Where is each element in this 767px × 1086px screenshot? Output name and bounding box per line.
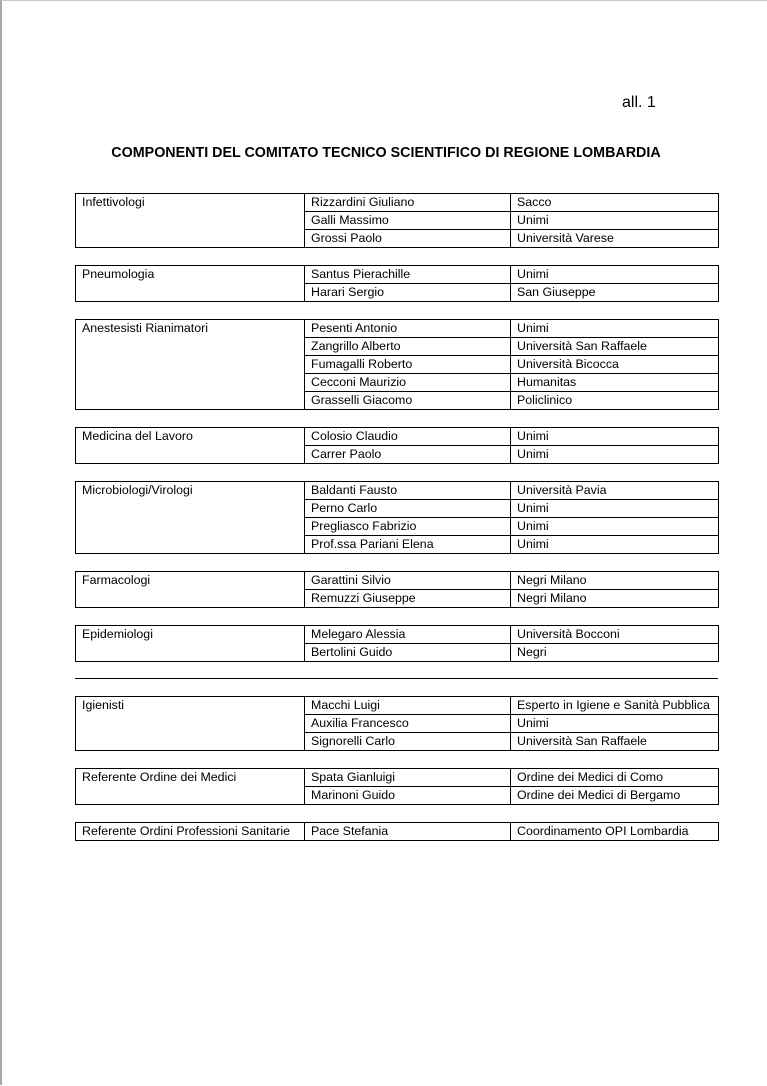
table-row (76, 697, 719, 715)
member-name-cell: Auxilia Francesco (305, 715, 511, 733)
table-row (76, 194, 719, 212)
category-cell: Microbiologi/Virologi (76, 482, 305, 554)
committee-group-table (75, 265, 719, 302)
member-name-cell: Galli Massimo (305, 212, 511, 230)
affiliation-cell: Sacco (511, 194, 719, 212)
affiliation-cell: Negri Milano (511, 590, 719, 608)
document-title: COMPONENTI DEL COMITATO TECNICO SCIENTIFICO DI REGIONE LOMBARDIA (111, 145, 661, 161)
member-name-cell: Marinoni Guido (305, 787, 511, 805)
category-cell: Pneumologia (76, 266, 305, 302)
category-cell: Epidemiologi (76, 626, 305, 662)
affiliation-cell: Università Bocconi (511, 626, 719, 644)
affiliation-cell: Ordine dei Medici di Bergamo (511, 787, 719, 805)
affiliation-cell: Università San Raffaele (511, 338, 719, 356)
affiliation-cell: Negri (511, 644, 719, 662)
table-row (76, 482, 719, 500)
member-name-cell: Bertolini Guido (305, 644, 511, 662)
member-name-cell: Remuzzi Giuseppe (305, 590, 511, 608)
category-cell: Referente Ordini Professioni Sanitarie (76, 823, 305, 841)
committee-group-table (75, 481, 719, 554)
affiliation-cell: Unimi (511, 536, 719, 554)
table-row (76, 266, 719, 284)
member-name-cell: Harari Sergio (305, 284, 511, 302)
affiliation-cell: Humanitas (511, 374, 719, 392)
member-name-cell: Santus Pierachille (305, 266, 511, 284)
committee-tables (75, 193, 718, 858)
member-name-cell: Melegaro Alessia (305, 626, 511, 644)
table-row (76, 823, 719, 841)
table-row (76, 626, 719, 644)
affiliation-cell: Università Pavia (511, 482, 719, 500)
affiliation-cell: Unimi (511, 266, 719, 284)
committee-group-table (75, 427, 719, 464)
table-row (76, 769, 719, 787)
member-name-cell: Garattini Silvio (305, 572, 511, 590)
table-row (76, 428, 719, 446)
member-name-cell: Rizzardini Giuliano (305, 194, 511, 212)
table-row (76, 572, 719, 590)
separator-line (75, 678, 718, 679)
member-name-cell: Pregliasco Fabrizio (305, 518, 511, 536)
affiliation-cell: Coordinamento OPI Lombardia (511, 823, 719, 841)
member-name-cell: Carrer Paolo (305, 446, 511, 464)
affiliation-cell: Ordine dei Medici di Como (511, 769, 719, 787)
committee-group-table (75, 571, 719, 608)
affiliation-cell: Unimi (511, 715, 719, 733)
affiliation-cell: Unimi (511, 428, 719, 446)
category-cell: Referente Ordine dei Medici (76, 769, 305, 805)
category-cell: Infettivologi (76, 194, 305, 248)
affiliation-cell: Università San Raffaele (511, 733, 719, 751)
member-name-cell: Signorelli Carlo (305, 733, 511, 751)
member-name-cell: Grossi Paolo (305, 230, 511, 248)
affiliation-cell: Negri Milano (511, 572, 719, 590)
annex-label: all. 1 (622, 94, 656, 111)
category-cell: Igienisti (76, 697, 305, 751)
committee-group-table (75, 822, 719, 841)
affiliation-cell: Policlinico (511, 392, 719, 410)
member-name-cell: Pesenti Antonio (305, 320, 511, 338)
member-name-cell: Fumagalli Roberto (305, 356, 511, 374)
member-name-cell: Colosio Claudio (305, 428, 511, 446)
affiliation-cell: Università Bicocca (511, 356, 719, 374)
committee-group-table (75, 625, 719, 662)
table-row (76, 320, 719, 338)
committee-group-table (75, 768, 719, 805)
affiliation-cell: Unimi (511, 518, 719, 536)
affiliation-cell: San Giuseppe (511, 284, 719, 302)
member-name-cell: Perno Carlo (305, 500, 511, 518)
committee-group-table (75, 193, 719, 248)
category-cell: Medicina del Lavoro (76, 428, 305, 464)
affiliation-cell: Università Varese (511, 230, 719, 248)
affiliation-cell: Unimi (511, 320, 719, 338)
affiliation-cell: Unimi (511, 500, 719, 518)
category-cell: Anestesisti Rianimatori (76, 320, 305, 410)
member-name-cell: Pace Stefania (305, 823, 511, 841)
member-name-cell: Spata Gianluigi (305, 769, 511, 787)
member-name-cell: Macchi Luigi (305, 697, 511, 715)
member-name-cell: Zangrillo Alberto (305, 338, 511, 356)
member-name-cell: Grasselli Giacomo (305, 392, 511, 410)
member-name-cell: Prof.ssa Pariani Elena (305, 536, 511, 554)
member-name-cell: Cecconi Maurizio (305, 374, 511, 392)
affiliation-cell: Unimi (511, 446, 719, 464)
committee-group-table (75, 696, 719, 751)
committee-group-table (75, 319, 719, 410)
affiliation-cell: Esperto in Igiene e Sanità Pubblica (511, 697, 719, 715)
member-name-cell: Baldanti Fausto (305, 482, 511, 500)
category-cell: Farmacologi (76, 572, 305, 608)
affiliation-cell: Unimi (511, 212, 719, 230)
